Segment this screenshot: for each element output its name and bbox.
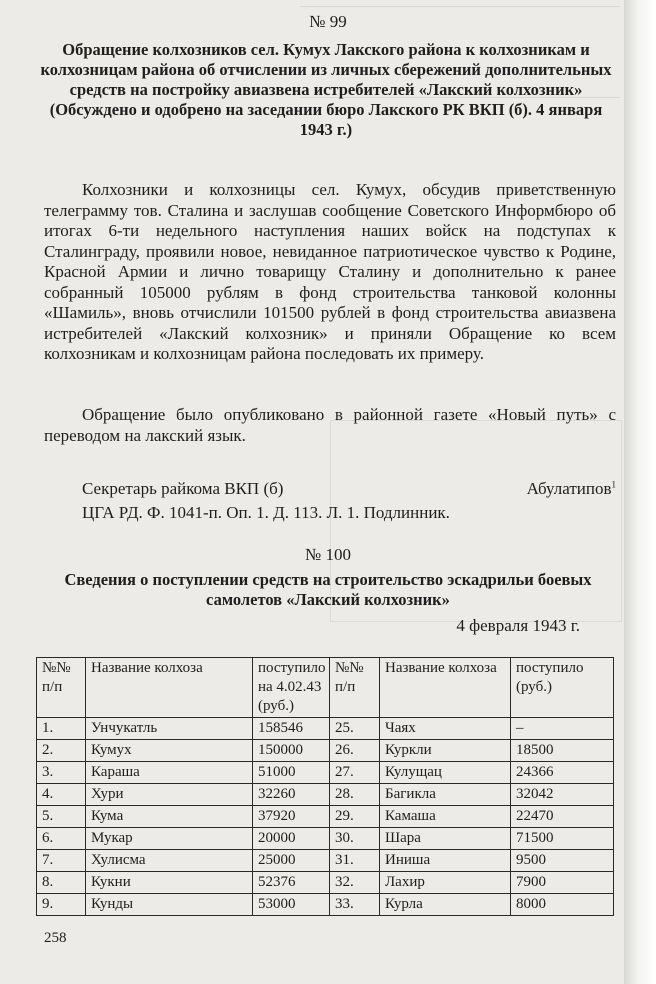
table-header-cell: Название колхоза bbox=[86, 658, 253, 718]
table-cell: Чаях bbox=[380, 718, 511, 740]
table-cell: Камаша bbox=[380, 806, 511, 828]
table-cell: Кунды bbox=[86, 894, 253, 916]
table-cell: 7900 bbox=[511, 872, 614, 894]
table-row bbox=[37, 784, 614, 806]
table-cell: 27. bbox=[330, 762, 380, 784]
signature-name-wrap bbox=[527, 479, 616, 499]
table-header-cell: поступило (руб.) bbox=[511, 658, 614, 718]
document-99-number: № 99 bbox=[309, 12, 347, 31]
table-cell: 53000 bbox=[253, 894, 330, 916]
table-cell: 7. bbox=[37, 850, 86, 872]
table-cell: 9. bbox=[37, 894, 86, 916]
table-cell: Хури bbox=[86, 784, 253, 806]
table-row bbox=[37, 806, 614, 828]
document-100-number: № 100 bbox=[305, 545, 351, 564]
page-number: 258 bbox=[44, 930, 67, 946]
table-row bbox=[37, 894, 614, 916]
table-row bbox=[37, 762, 614, 784]
table-cell: 37920 bbox=[253, 806, 330, 828]
table-cell: 8000 bbox=[511, 894, 614, 916]
table-cell: Кукни bbox=[86, 872, 253, 894]
table-cell: Курла bbox=[380, 894, 511, 916]
table-row bbox=[37, 828, 614, 850]
footnote-mark: 1 bbox=[611, 479, 616, 490]
table-cell: 3. bbox=[37, 762, 86, 784]
table-cell: Унчукатль bbox=[86, 718, 253, 740]
table-cell: 18500 bbox=[511, 740, 614, 762]
table-cell: 158546 bbox=[253, 718, 330, 740]
table-cell: Шара bbox=[380, 828, 511, 850]
table-row bbox=[37, 850, 614, 872]
table-cell: 25000 bbox=[253, 850, 330, 872]
document-99-title: Обращение колхозников сел. Кумух Лакского района к колхозникам и колхозницам района об отчислении из личных сбережений дополнительных средств на постройку авиазвена истребителей «Лакский колхозник» (Обсуждено и одобрено на заседании бюро Лакского РК ВКП (б). 4 января 1943 г.) bbox=[40, 40, 612, 139]
table-cell: 32. bbox=[330, 872, 380, 894]
table-header-cell: №№ п/п bbox=[37, 658, 86, 718]
table-cell: Иниша bbox=[380, 850, 511, 872]
table-row bbox=[37, 740, 614, 762]
table-header-cell: Название колхоза bbox=[380, 658, 511, 718]
funds-table bbox=[36, 657, 614, 916]
document-100-date: 4 февраля 1943 г. bbox=[456, 616, 580, 635]
archive-reference: ЦГА РД. Ф. 1041-п. Оп. 1. Д. 113. Л. 1. Подлинник. bbox=[82, 503, 450, 522]
table-cell: Кумух bbox=[86, 740, 253, 762]
document-99-paragraph-1: Колхозники и колхозницы сел. Кумух, обсудив приветственную телеграмму тов. Сталина и заслушав сообщение Советского Информбюро об итогах 6-ти недельного наступления наших войск на подступах к Сталинграду, проявили новое, невиданное патриотическое чувство к Родине, Красной Армии и лично товарищу Сталину и дополнительно к ранее собранный 105000 рублям в фонд строительства танковой колонны «Шамиль», вновь отчислили 101500 рублей в фонд строительства авиазвена истребителей «Лакский колхозник» и приняли Обращение ко всем колхозникам и колхозницам района последовать их примеру. bbox=[44, 180, 616, 363]
page-edge-shadow bbox=[624, 0, 656, 984]
table-cell: 150000 bbox=[253, 740, 330, 762]
table-cell: 29. bbox=[330, 806, 380, 828]
table-cell: 52376 bbox=[253, 872, 330, 894]
table-cell: 22470 bbox=[511, 806, 614, 828]
table-row bbox=[37, 872, 614, 894]
document-99-paragraph-2: Обращение было опубликовано в районной газете «Новый путь» с переводом на лакский язык. bbox=[44, 405, 616, 445]
table-cell: Хулисма bbox=[86, 850, 253, 872]
table-cell: 24366 bbox=[511, 762, 614, 784]
table-cell: 51000 bbox=[253, 762, 330, 784]
table-cell: 30. bbox=[330, 828, 380, 850]
table-cell: 20000 bbox=[253, 828, 330, 850]
table-cell: Куркли bbox=[380, 740, 511, 762]
table-cell: Кума bbox=[86, 806, 253, 828]
table-cell: 8. bbox=[37, 872, 86, 894]
table-header-cell: поступило на 4.02.43 (руб.) bbox=[253, 658, 330, 718]
table-cell: Мукар bbox=[86, 828, 253, 850]
table-cell: 71500 bbox=[511, 828, 614, 850]
table-header-cell: №№ п/п bbox=[330, 658, 380, 718]
table-cell: Караша bbox=[86, 762, 253, 784]
table-cell: – bbox=[511, 718, 614, 740]
table-cell: 1. bbox=[37, 718, 86, 740]
table-cell: Кулущац bbox=[380, 762, 511, 784]
table-cell: 9500 bbox=[511, 850, 614, 872]
table-cell: 4. bbox=[37, 784, 86, 806]
table-row bbox=[37, 718, 614, 740]
signature-role: Секретарь райкома ВКП (б) bbox=[82, 479, 284, 498]
table-header-row bbox=[37, 658, 614, 718]
table-cell: 25. bbox=[330, 718, 380, 740]
table-cell: Лахир bbox=[380, 872, 511, 894]
table-cell: 6. bbox=[37, 828, 86, 850]
table-cell: 32042 bbox=[511, 784, 614, 806]
document-100-title: Сведения о поступлении средств на строительство эскадрильи боевых самолетов «Лакский колхозник» bbox=[64, 570, 592, 609]
table-cell: 31. bbox=[330, 850, 380, 872]
table-cell: 33. bbox=[330, 894, 380, 916]
table-cell: 28. bbox=[330, 784, 380, 806]
table-cell: Багикла bbox=[380, 784, 511, 806]
signature-name: Абулатипов bbox=[526, 479, 612, 498]
table-cell: 2. bbox=[37, 740, 86, 762]
table-cell: 32260 bbox=[253, 784, 330, 806]
signature-line bbox=[82, 479, 616, 499]
table-body bbox=[37, 718, 614, 916]
table-cell: 26. bbox=[330, 740, 380, 762]
table-cell: 5. bbox=[37, 806, 86, 828]
